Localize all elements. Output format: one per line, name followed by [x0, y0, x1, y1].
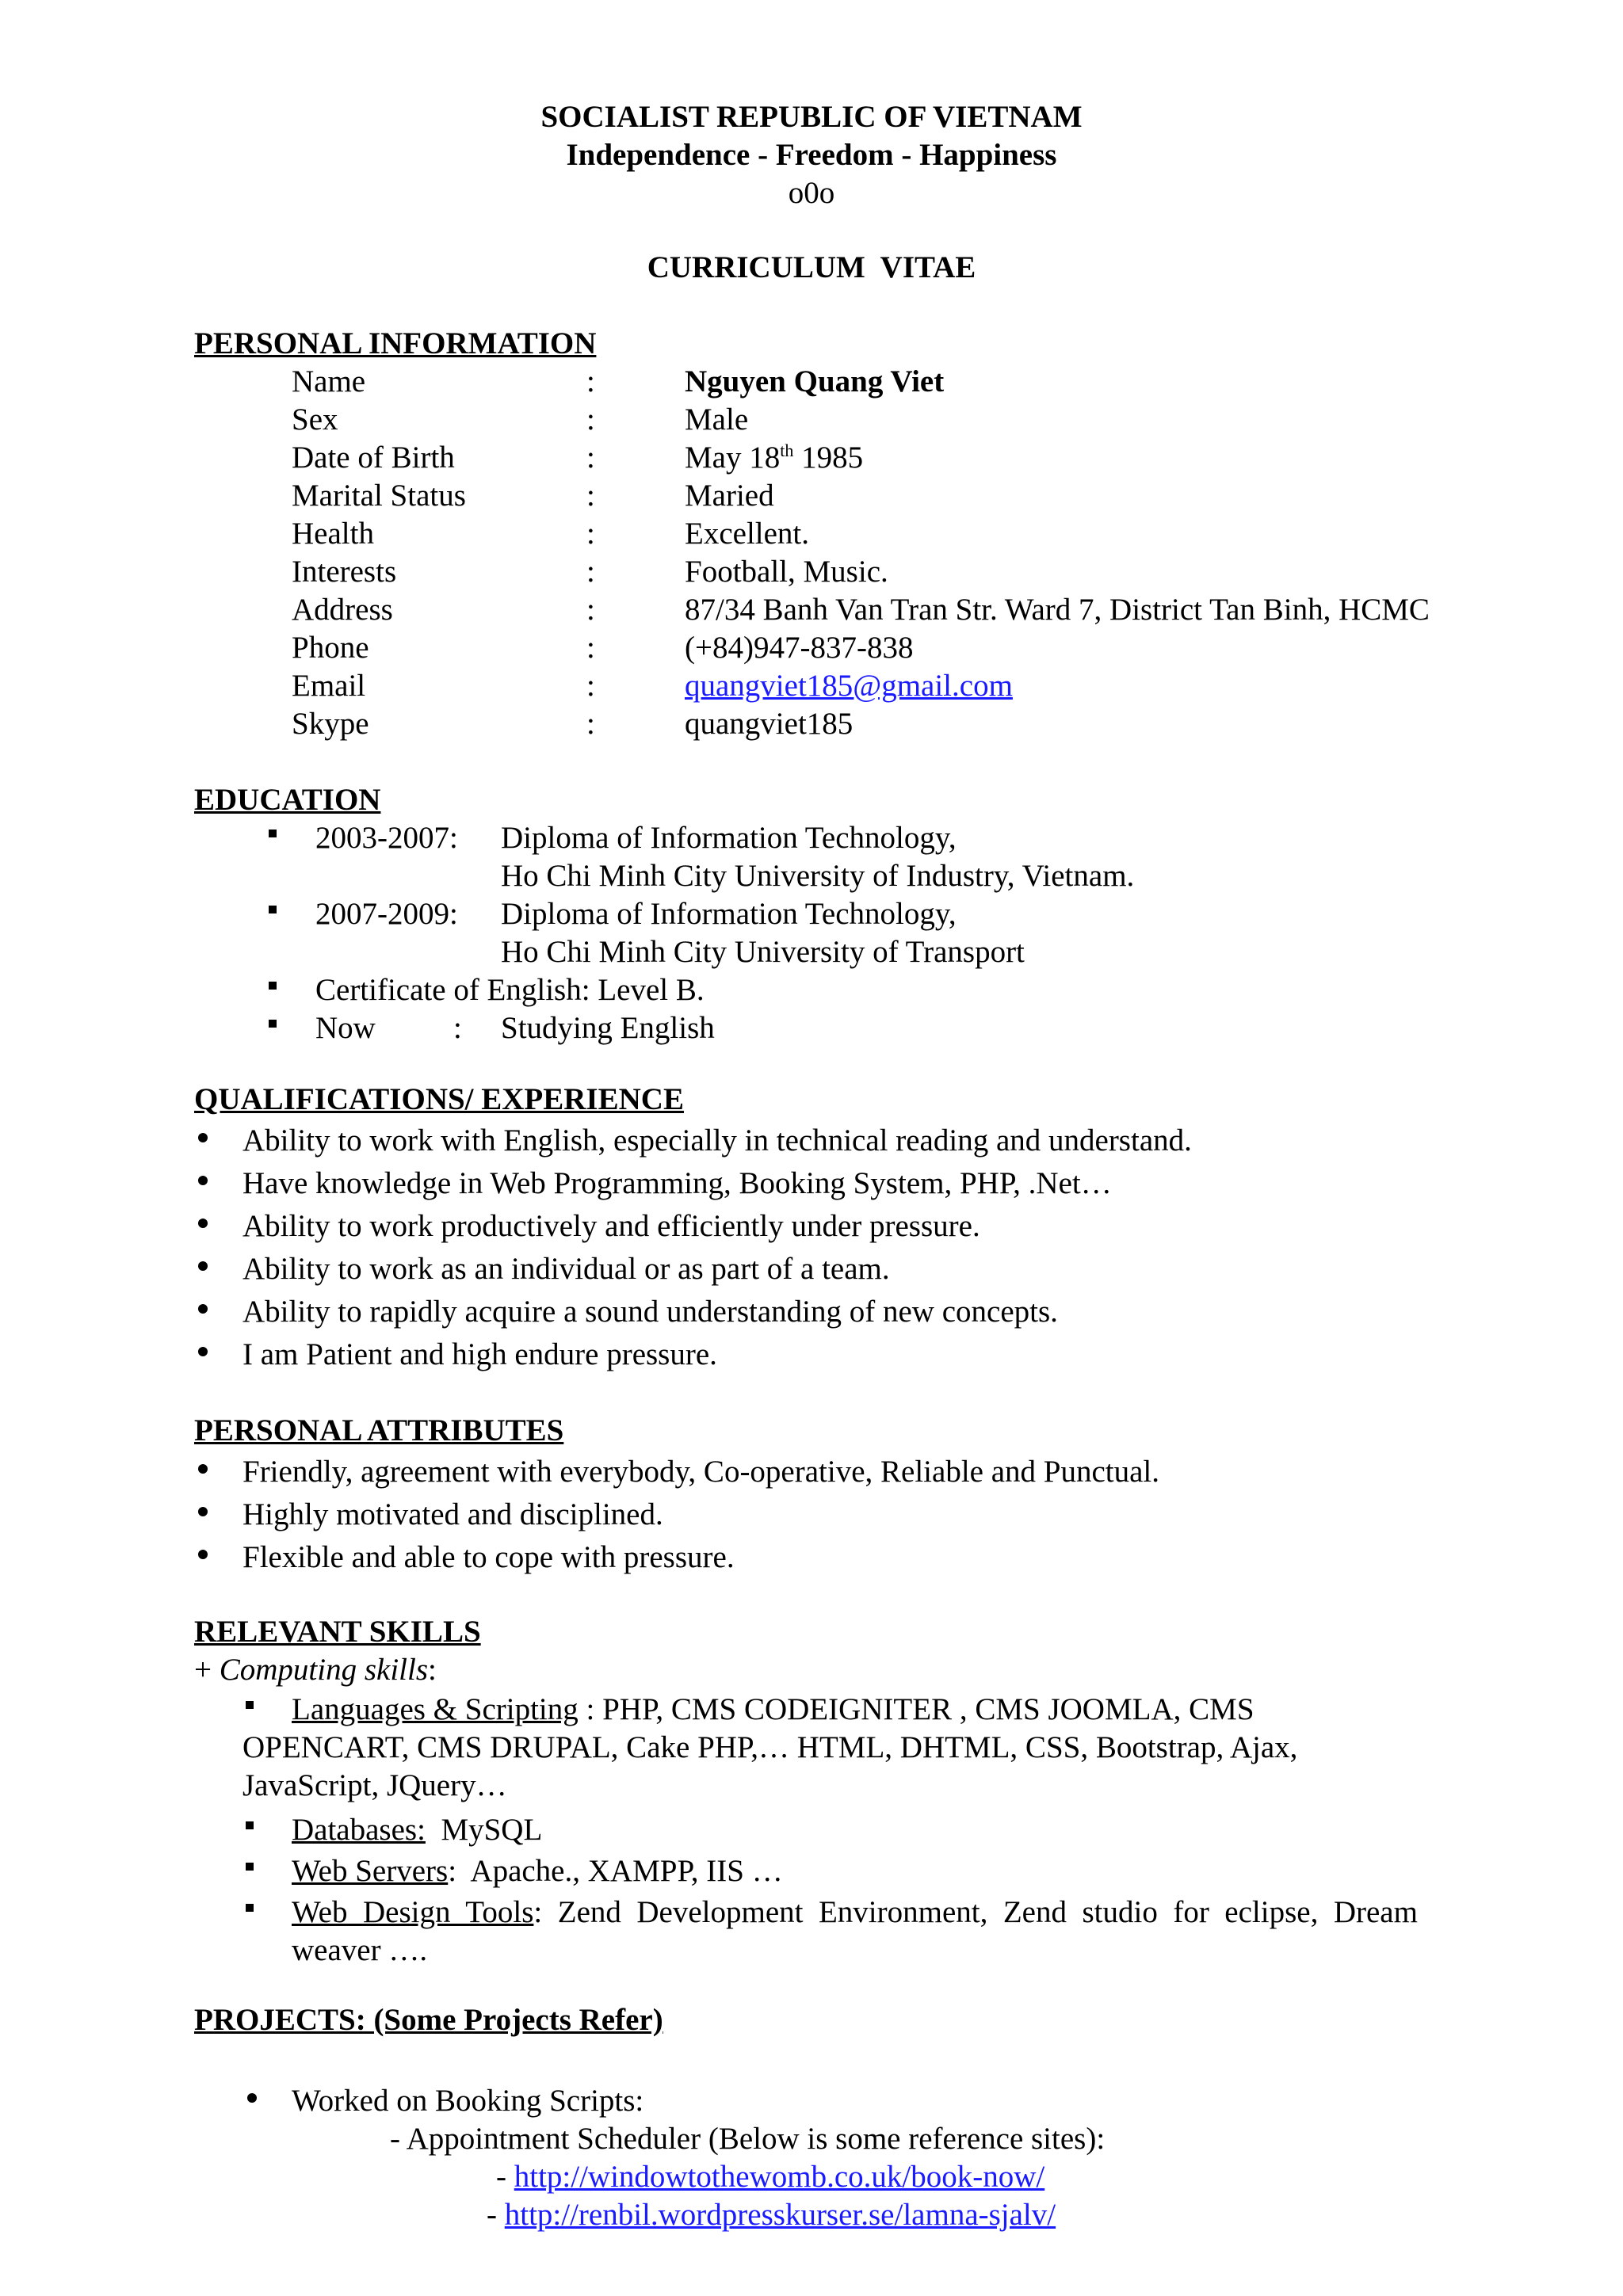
attribute-item: Highly motivated and disciplined. — [242, 1497, 663, 1531]
bullet-icon — [198, 1219, 208, 1228]
label-phone: Phone — [292, 631, 369, 665]
bullet-icon — [198, 1464, 208, 1474]
computing-suffix: : — [428, 1653, 437, 1687]
education-period: 2003-2007: — [315, 821, 458, 855]
label-skype: Skype — [292, 707, 369, 741]
qualification-item: Have knowledge in Web Programming, Booking System, PHP, .Net… — [242, 1166, 1112, 1200]
separator: : — [586, 707, 595, 741]
separator: : — [586, 669, 595, 703]
value-sex: Male — [685, 402, 749, 437]
skill-web-servers-label: Web Servers — [292, 1854, 449, 1888]
skill-web-servers — [292, 1852, 783, 1890]
skill-web-servers-value: : Apache., XAMPP, IIS … — [448, 1854, 783, 1888]
education-school: Ho Chi Minh City University of Transport — [501, 935, 1025, 969]
label-sex: Sex — [292, 402, 338, 437]
bullet-icon — [198, 1176, 208, 1185]
education-certificate: Certificate of English: Level B. — [315, 973, 705, 1007]
cv-title: CURRICULUM VITAE — [647, 250, 976, 284]
project-link-dash: - — [496, 2160, 514, 2194]
square-bullet-icon — [269, 1020, 277, 1028]
qualification-item: Ability to rapidly acquire a sound understanding of new concepts. — [242, 1295, 1058, 1329]
separator: : — [586, 593, 595, 627]
value-phone: (+84)947-837-838 — [685, 631, 914, 665]
skill-design-tools-label: Web Design Tools — [292, 1895, 534, 1929]
skill-databases-value: MySQL — [425, 1813, 543, 1847]
bullet-icon — [247, 2093, 257, 2103]
qualification-item: Ability to work as an individual or as part of a team. — [242, 1252, 890, 1286]
dob-suffix: th — [780, 441, 794, 460]
projects-heading: PROJECTS: (Some Projects Refer) — [194, 2003, 663, 2037]
attribute-item: Friendly, agreement with everybody, Co-operative, Reliable and Punctual. — [242, 1455, 1160, 1489]
value-dob — [685, 439, 863, 477]
computing-skills-label — [194, 1651, 437, 1689]
skill-databases-label: Databases: — [292, 1813, 426, 1847]
separator: : — [586, 364, 595, 399]
education-degree: Diploma of Information Technology, — [501, 897, 957, 931]
email-link[interactable]: quangviet185@gmail.com — [685, 669, 1013, 703]
education-period: 2007-2009: — [315, 897, 458, 931]
label-dob: Date of Birth — [292, 441, 455, 475]
qualification-item: Ability to work with English, especially in technical reading and understand. — [242, 1123, 1192, 1158]
label-name: Name — [292, 364, 366, 399]
value-marital-status: Maried — [685, 479, 774, 513]
skill-design-tools-line2: weaver …. — [292, 1933, 428, 1967]
country-heading: SOCIALIST REPUBLIC OF VIETNAM — [540, 100, 1083, 134]
education-degree: Diploma of Information Technology, — [501, 821, 957, 855]
separator: : — [586, 555, 595, 589]
bullet-icon — [198, 1304, 208, 1314]
skill-languages-line1 — [292, 1691, 1254, 1729]
project-link-row — [487, 2196, 1056, 2234]
separator: : — [586, 441, 595, 475]
project-link-dash: - — [487, 2198, 505, 2232]
skill-languages-label: Languages & Scripting — [292, 1692, 579, 1726]
square-bullet-icon — [246, 1904, 254, 1912]
value-health: Excellent. — [685, 517, 810, 551]
dob-date: May 18 — [685, 441, 781, 475]
skills-heading: RELEVANT SKILLS — [194, 1615, 481, 1649]
qualification-item: Ability to work productively and efficiently under pressure. — [242, 1209, 980, 1243]
bullet-icon — [198, 1550, 208, 1559]
square-bullet-icon — [269, 830, 277, 837]
skill-design-tools-value: : Zend Development Environment, Zend studio for eclipse, Dream — [533, 1895, 1418, 1929]
project-link[interactable]: http://renbil.wordpresskurser.se/lamna-sjalv/ — [504, 2198, 1056, 2232]
education-now-separator: : — [453, 1011, 462, 1045]
value-interests: Football, Music. — [685, 555, 888, 589]
education-now-label: Now — [315, 1011, 376, 1045]
attribute-item: Flexible and able to cope with pressure. — [242, 1540, 735, 1574]
project-link[interactable]: http://windowtothewomb.co.uk/book-now/ — [514, 2160, 1045, 2194]
value-skype: quangviet185 — [685, 707, 854, 741]
label-email: Email — [292, 669, 366, 703]
skill-languages-line3: JavaScript, JQuery… — [242, 1768, 507, 1802]
square-bullet-icon — [246, 1863, 254, 1871]
education-now-value: Studying English — [501, 1011, 715, 1045]
value-address: 87/34 Banh Van Tran Str. Ward 7, District Tan Binh, HCMC — [685, 593, 1430, 627]
qualifications-heading: QUALIFICATIONS/ EXPERIENCE — [194, 1082, 684, 1116]
education-heading: EDUCATION — [194, 783, 381, 817]
square-bullet-icon — [269, 982, 277, 990]
separator: : — [586, 479, 595, 513]
bullet-icon — [198, 1261, 208, 1271]
square-bullet-icon — [246, 1821, 254, 1829]
bullet-icon — [198, 1507, 208, 1516]
skill-languages-value: : PHP, CMS CODEIGNITER , CMS JOOMLA, CMS — [578, 1692, 1254, 1726]
skill-languages-line2: OPENCART, CMS DRUPAL, Cake PHP,… HTML, DHTML, CSS, Bootstrap, Ajax, — [242, 1730, 1298, 1764]
education-school: Ho Chi Minh City University of Industry, Vietnam. — [501, 859, 1135, 893]
personal-info-heading: PERSONAL INFORMATION — [194, 326, 597, 360]
bullet-icon — [198, 1133, 208, 1142]
square-bullet-icon — [246, 1701, 254, 1709]
label-marital-status: Marital Status — [292, 479, 466, 513]
project-link-row — [496, 2158, 1044, 2196]
dob-year: 1985 — [793, 441, 864, 475]
label-health: Health — [292, 517, 374, 551]
bullet-icon — [198, 1347, 208, 1356]
skill-databases — [292, 1811, 542, 1849]
separator: : — [586, 402, 595, 437]
project-item: Worked on Booking Scripts: — [292, 2084, 644, 2118]
qualification-item: I am Patient and high endure pressure. — [242, 1337, 717, 1371]
separator: : — [586, 631, 595, 665]
value-name: Nguyen Quang Viet — [685, 364, 945, 399]
motto: Independence - Freedom - Happiness — [566, 138, 1057, 172]
label-address: Address — [292, 593, 393, 627]
separator: : — [586, 517, 595, 551]
project-sub-item: - Appointment Scheduler (Below is some reference sites): — [390, 2122, 1106, 2156]
computing-prefix: + — [194, 1653, 220, 1687]
attributes-heading: PERSONAL ATTRIBUTES — [194, 1413, 564, 1447]
square-bullet-icon — [269, 906, 277, 913]
computing-label: Computing skills — [219, 1653, 429, 1687]
ornament: o0o — [788, 176, 835, 210]
skill-design-tools-line1 — [292, 1894, 1418, 1932]
label-interests: Interests — [292, 555, 397, 589]
